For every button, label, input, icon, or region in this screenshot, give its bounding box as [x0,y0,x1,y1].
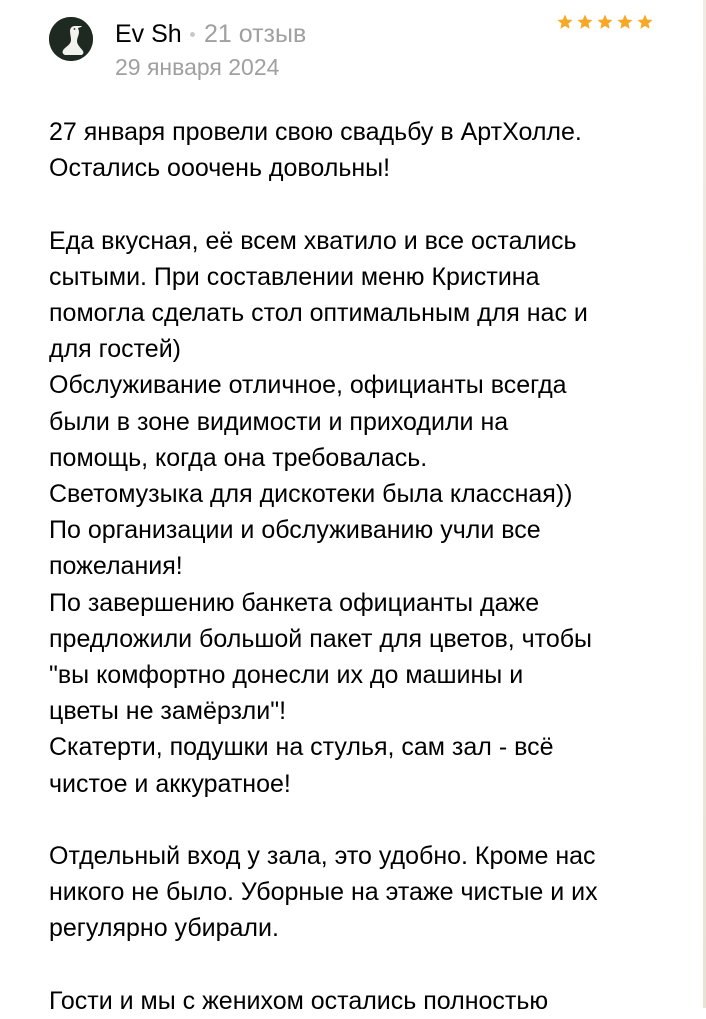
review-paragraph: 27 января провели свою свадьбу в АртХолле. Остались ооочень довольны! [49,118,582,183]
star-icon [596,13,614,31]
review-paragraph: Еда вкусная, её всем хватило и все остались сытыми. При составлении меню Кристина помогла сделать стол оптимальным для нас и для гостей) Обслуживание отличное, официанты всегда были в зоне видимости и приходили на помощь, когда она требовалась. Светомузыка для дискотеки была классная)) По организации и обслуживанию учли все пожелания! По завершению банкета официанты даже предложили большой пакет для цветов, чтобы "вы комфортно донесли их до машины и цветы не замёрзли"! Скатерти, подушки на стулья, сам зал - всё чистое и аккуратное! [49,226,593,798]
review-text [49,114,689,1019]
review-date: 29 января 2024 [115,54,280,80]
separator-dot [190,32,195,37]
star-icon [636,13,654,31]
review-paragraph: Отдельный вход у зала, это удобно. Кроме нас никого не было. Уборные на этаже чистые и их регулярно убирали. [49,842,598,943]
author-avatar[interactable] [49,17,93,61]
goose-avatar-icon [49,17,93,61]
review-paragraph: Гости и мы с женихом остались полностью [49,986,549,1015]
rating-stars [556,13,654,31]
author-name[interactable]: Ev Sh [115,20,182,48]
star-icon [616,13,634,31]
star-icon [556,13,574,31]
star-icon [576,13,594,31]
author-review-count[interactable]: 21 отзыв [204,20,307,48]
